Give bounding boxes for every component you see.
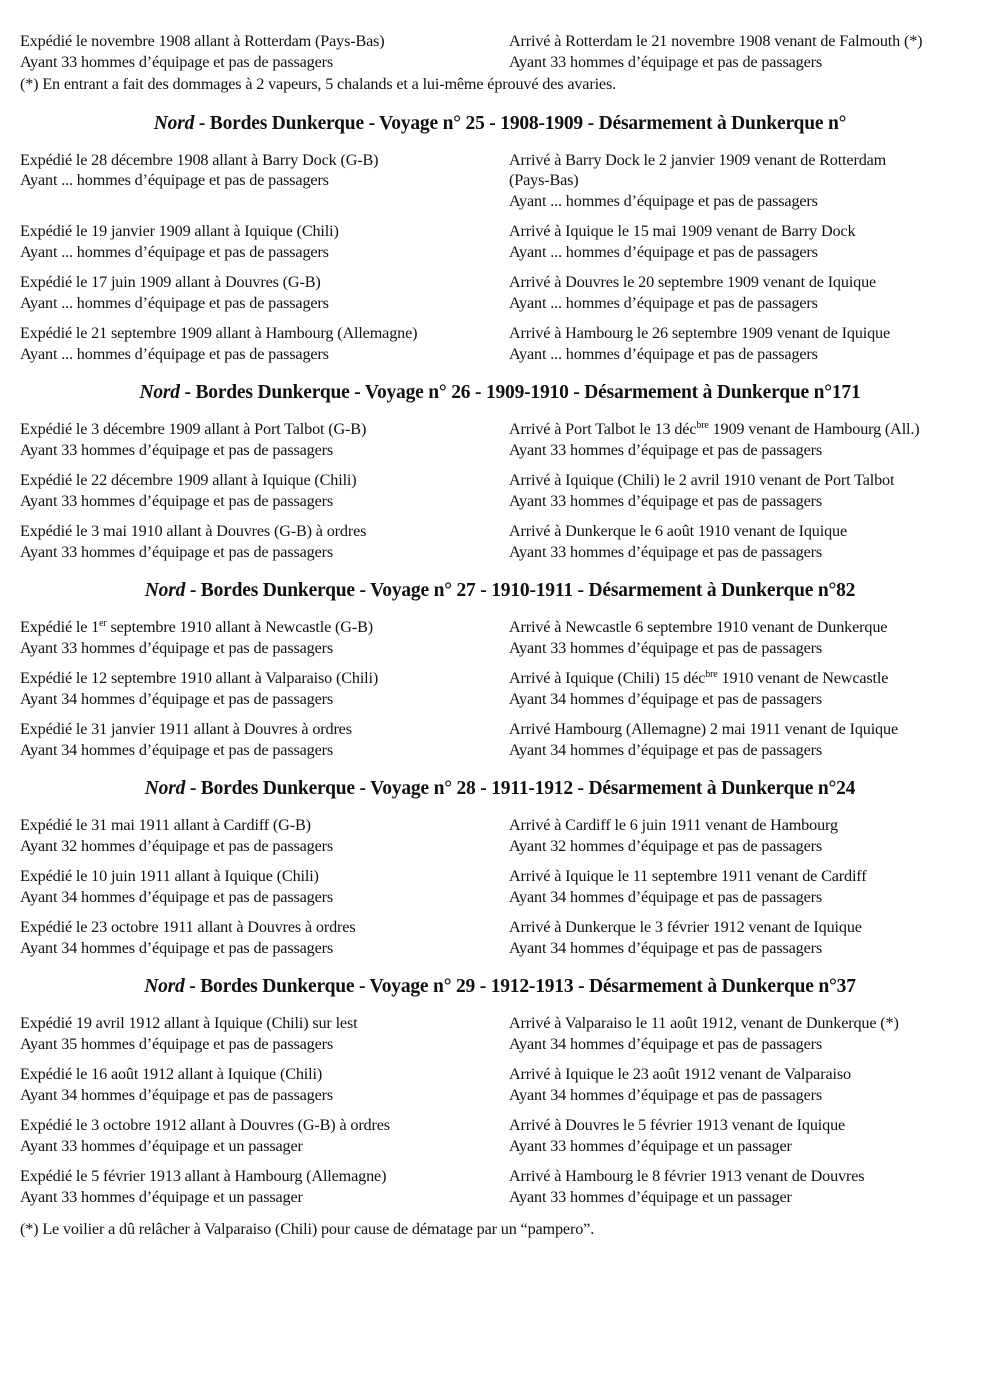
text-segment: Expédié le 21 septembre 1909 allant à Hambourg (Allemagne)	[20, 324, 418, 342]
text-segment: Expédié le 3 mai 1910 allant à Douvres (G-B) à ordres	[20, 522, 367, 540]
voyage-section	[20, 777, 980, 958]
text-segment: Ayant ... hommes d’équipage et pas de passagers	[509, 344, 818, 363]
arrival-line	[509, 542, 980, 563]
text-segment: Arrivé à Rotterdam le 21 novembre 1908 venant de Falmouth (*)	[509, 32, 923, 50]
text-segment: Expédié le 31 mai 1911 allant à Cardiff (G-B)	[20, 816, 311, 834]
departure-line	[20, 836, 509, 857]
arrival-line	[509, 917, 980, 938]
text-segment: Arrivé Hambourg (Allemagne) 2 mai 1911 venant de Iquique	[509, 720, 898, 738]
arrival-entry	[509, 1166, 980, 1207]
text-segment: Arrivé à Cardiff le 6 juin 1911 venant de Hambourg	[509, 816, 838, 834]
voyage-heading	[20, 112, 980, 136]
departure-line	[20, 150, 509, 171]
text-segment: Ayant 33 hommes d’équipage et un passager	[20, 1136, 303, 1155]
departure-line	[20, 1115, 509, 1136]
text-segment: Arrivé à Iquique le 11 septembre 1911 venant de Cardiff	[509, 867, 867, 885]
arrival-entry	[509, 31, 980, 72]
departure-line	[20, 719, 509, 740]
departure-entry	[20, 668, 509, 709]
arrival-line	[509, 170, 980, 191]
departure-line	[20, 866, 509, 887]
text-segment: Expédié le 19 janvier 1909 allant à Iquique (Chili)	[20, 222, 339, 240]
ship-name: Nord	[144, 976, 185, 997]
voyage-section	[20, 112, 980, 365]
text-segment: Ayant 33 hommes d’équipage et pas de passagers	[20, 638, 334, 657]
departure-entry	[20, 1064, 509, 1105]
voyage-heading-details: - Bordes Dunkerque - Voyage n° 28 - 1911-1912 - Désarmement à Dunkerque n°24	[185, 778, 856, 799]
arrival-line	[509, 323, 980, 344]
arrival-line	[509, 272, 980, 293]
departure-entry	[20, 1166, 509, 1207]
voyage-leg-row	[20, 668, 980, 709]
ship-name: Nord	[153, 112, 195, 134]
text-segment: Expédié le 10 juin 1911 allant à Iquique (Chili)	[20, 867, 319, 885]
text-segment: (Pays-Bas)	[509, 171, 579, 189]
departure-line	[20, 689, 509, 710]
text-segment: Arrivé à Dunkerque le 6 août 1910 venant de Iquique	[509, 522, 848, 540]
departure-line	[20, 419, 509, 440]
voyage-leg-row	[20, 917, 980, 958]
text-segment: Arrivé à Barry Dock le 2 janvier 1909 venant de Rotterdam	[509, 150, 887, 169]
text-segment: Ayant ... hommes d’équipage et pas de passagers	[509, 242, 818, 261]
voyage-leg-row	[20, 719, 980, 760]
intro-footnote: (*) En entrant a fait des dommages à 2 vapeurs, 5 chalands et a lui-même éprouvé des avaries.	[20, 75, 616, 93]
arrival-entry	[509, 150, 980, 212]
text-segment: Ayant 34 hommes d’équipage et pas de passagers	[20, 689, 334, 708]
arrival-line	[509, 1136, 980, 1157]
departure-line	[20, 293, 509, 314]
voyage-leg-row	[20, 419, 980, 460]
arrival-line	[509, 470, 980, 491]
text-segment: Expédié le 31 janvier 1911 allant à Douvres à ordres	[20, 720, 352, 738]
superscript: er	[99, 618, 107, 629]
departure-line	[20, 1013, 509, 1034]
text-segment: Expédié le 12 septembre 1910 allant à Valparaiso (Chili)	[20, 669, 379, 687]
departure-line	[20, 521, 509, 542]
arrival-line	[509, 440, 980, 461]
departure-line	[20, 938, 509, 959]
arrival-line	[509, 293, 980, 314]
departure-line	[20, 1085, 509, 1106]
voyage-leg-row	[20, 150, 980, 212]
text-segment: Arrivé à Dunkerque le 3 février 1912 venant de Iquique	[509, 918, 862, 936]
departure-entry	[20, 272, 509, 313]
text-segment: Ayant ... hommes d’équipage et pas de passagers	[509, 191, 818, 210]
text-segment: Ayant ... hommes d’équipage et pas de passagers	[20, 293, 329, 312]
arrival-line	[509, 719, 980, 740]
departure-line	[20, 470, 509, 491]
voyage-section	[20, 381, 980, 562]
departure-line	[20, 1034, 509, 1055]
voyage-leg-row	[20, 221, 980, 262]
text-segment: Ayant ... hommes d’équipage et pas de passagers	[509, 293, 818, 312]
voyage-section	[20, 975, 980, 1240]
arrival-line	[509, 1064, 980, 1085]
arrival-line	[509, 815, 980, 836]
text-segment: Arrivé à Iquique (Chili) 15 déc	[509, 669, 706, 687]
departure-entry	[20, 470, 509, 511]
arrival-entry	[509, 521, 980, 562]
voyage-leg-row	[20, 323, 980, 364]
text-segment: Ayant 33 hommes d’équipage et pas de passagers	[509, 638, 823, 657]
voyage-entries	[20, 617, 980, 760]
text-segment: Arrivé à Port Talbot le 13 déc	[509, 420, 697, 438]
text-segment: Ayant 34 hommes d’équipage et pas de passagers	[20, 887, 334, 906]
text-segment: Ayant 33 hommes d’équipage et un passager	[509, 1136, 792, 1155]
arrival-line	[509, 740, 980, 761]
text-segment: Ayant 34 hommes d’équipage et pas de passagers	[509, 1085, 823, 1104]
text-segment: Ayant ... hommes d’équipage et pas de passagers	[20, 171, 329, 189]
text-segment: Expédié le 28 décembre 1908 allant à Barry Dock (G-B)	[20, 150, 379, 169]
voyage-leg-row	[20, 272, 980, 313]
ship-name: Nord	[139, 382, 180, 403]
departure-line	[20, 1064, 509, 1085]
text-segment: Arrivé à Hambourg le 26 septembre 1909 venant de Iquique	[509, 324, 891, 342]
text-segment: Arrivé à Hambourg le 8 février 1913 venant de Douvres	[509, 1167, 865, 1185]
departure-entry	[20, 150, 509, 212]
departure-line	[20, 323, 509, 344]
text-segment: Expédié le 23 octobre 1911 allant à Douvres à ordres	[20, 918, 356, 936]
arrival-entry	[509, 617, 980, 658]
arrival-entry	[509, 323, 980, 364]
voyage-leg-row	[20, 617, 980, 658]
text-segment: Ayant 33 hommes d’équipage et pas de passagers	[509, 52, 823, 71]
text-segment: 1909 venant de Hambourg (All.)	[708, 420, 920, 438]
departure-line	[20, 440, 509, 461]
departure-entry	[20, 1013, 509, 1054]
ship-name: Nord	[144, 580, 186, 601]
arrival-line	[509, 938, 980, 959]
voyage-heading-details: - Bordes Dunkerque - Voyage n° 25 - 1908-1909 - Désarmement à Dunkerque n°	[194, 112, 847, 134]
departure-line	[20, 542, 509, 563]
departure-line	[20, 344, 509, 365]
voyage-leg-row	[20, 866, 980, 907]
voyage-leg-row	[20, 1166, 980, 1207]
arrival-line	[509, 52, 980, 73]
text-segment: Expédié 19 avril 1912 allant à Iquique (Chili) sur lest	[20, 1014, 358, 1032]
arrival-line	[509, 491, 980, 512]
voyage-leg-row	[20, 31, 980, 72]
text-segment: Ayant ... hommes d’équipage et pas de passagers	[20, 242, 329, 261]
text-segment: Ayant 35 hommes d’équipage et pas de passagers	[20, 1034, 334, 1053]
arrival-line	[509, 668, 980, 689]
voyage-footnote: (*) Le voilier a dû relâcher à Valparaiso (Chili) pour cause de dématage par un “pampero”.	[20, 1220, 595, 1238]
departure-line	[20, 221, 509, 242]
superscript: bre	[696, 420, 709, 431]
text-segment: Ayant 32 hommes d’équipage et pas de passagers	[20, 836, 334, 855]
arrival-line	[509, 866, 980, 887]
text-segment: Expédié le novembre 1908 allant à Rotterdam (Pays-Bas)	[20, 32, 385, 50]
text-segment: Expédié le 1	[20, 618, 100, 636]
departure-entry	[20, 719, 509, 760]
text-segment: 1910 venant de Newcastle	[717, 669, 889, 687]
arrival-entry	[509, 1115, 980, 1156]
arrival-entry	[509, 470, 980, 511]
arrival-line	[509, 638, 980, 659]
departure-line	[20, 668, 509, 689]
voyage-heading-details: - Bordes Dunkerque - Voyage n° 27 - 1910-1911 - Désarmement à Dunkerque n°82	[185, 580, 856, 601]
departure-entry	[20, 419, 509, 460]
arrival-entry	[509, 221, 980, 262]
arrival-line	[509, 617, 980, 638]
superscript: bre	[705, 669, 718, 680]
text-segment: septembre 1910 allant à Newcastle (G-B)	[106, 618, 373, 636]
arrival-entry	[509, 1064, 980, 1105]
text-segment: Arrivé à Iquique (Chili) le 2 avril 1910 venant de Port Talbot	[509, 471, 895, 489]
departure-line	[20, 917, 509, 938]
arrival-entry	[509, 815, 980, 856]
text-segment: Ayant 33 hommes d’équipage et un passager	[20, 1187, 303, 1206]
voyage-heading	[20, 381, 980, 405]
arrival-entry	[509, 917, 980, 958]
arrival-line	[509, 1085, 980, 1106]
text-segment: Ayant 34 hommes d’équipage et pas de passagers	[20, 938, 334, 957]
departure-line	[20, 1166, 509, 1187]
voyage-leg-row	[20, 470, 980, 511]
voyage-entries	[20, 419, 980, 562]
text-segment: Expédié le 16 août 1912 allant à Iquique (Chili)	[20, 1065, 323, 1083]
text-segment: Ayant 34 hommes d’équipage et pas de passagers	[509, 689, 823, 708]
departure-line	[20, 52, 509, 73]
departure-entry	[20, 866, 509, 907]
voyage-heading	[20, 975, 980, 999]
intro-voyage-entries	[20, 31, 980, 72]
text-segment: Expédié le 5 février 1913 allant à Hambourg (Allemagne)	[20, 1167, 387, 1185]
text-segment: Ayant 33 hommes d’équipage et pas de passagers	[509, 491, 823, 510]
voyage-heading	[20, 579, 980, 603]
departure-line	[20, 887, 509, 908]
arrival-line	[509, 191, 980, 212]
voyage-section	[20, 579, 980, 760]
text-segment: Expédié le 3 octobre 1912 allant à Douvres (G-B) à ordres	[20, 1116, 390, 1134]
text-segment: Arrivé à Douvres le 5 février 1913 venant de Iquique	[509, 1116, 846, 1134]
voyage-leg-row	[20, 1013, 980, 1054]
departure-line	[20, 1136, 509, 1157]
arrival-line	[509, 419, 980, 440]
departure-line	[20, 1187, 509, 1208]
voyage-entries	[20, 815, 980, 958]
departure-entry	[20, 815, 509, 856]
voyage-heading	[20, 777, 980, 801]
departure-entry	[20, 1115, 509, 1156]
departure-line	[20, 617, 509, 638]
text-segment: Ayant 33 hommes d’équipage et pas de passagers	[20, 491, 334, 510]
text-segment: Arrivé à Iquique le 23 août 1912 venant de Valparaiso	[509, 1065, 851, 1083]
departure-entry	[20, 617, 509, 658]
arrival-entry	[509, 1013, 980, 1054]
text-segment: Arrivé à Newcastle 6 septembre 1910 venant de Dunkerque	[509, 618, 888, 636]
text-segment: Ayant 34 hommes d’équipage et pas de passagers	[509, 938, 823, 957]
voyage-heading-details: - Bordes Dunkerque - Voyage n° 26 - 1909-1910 - Désarmement à Dunkerque n°171	[179, 382, 861, 403]
arrival-line	[509, 242, 980, 263]
departure-line	[20, 242, 509, 263]
arrival-entry	[509, 419, 980, 460]
text-segment: Ayant 33 hommes d’équipage et un passager	[509, 1187, 792, 1206]
text-segment: Ayant 34 hommes d’équipage et pas de passagers	[509, 740, 823, 759]
arrival-line	[509, 344, 980, 365]
departure-entry	[20, 917, 509, 958]
arrival-line	[509, 689, 980, 710]
arrival-line	[509, 221, 980, 242]
arrival-line	[509, 887, 980, 908]
departure-line	[20, 491, 509, 512]
departure-line	[20, 740, 509, 761]
voyage-leg-row	[20, 1064, 980, 1105]
arrival-line	[509, 1166, 980, 1187]
departure-entry	[20, 31, 509, 72]
voyage-list	[20, 112, 980, 1240]
arrival-entry	[509, 668, 980, 709]
text-segment: Ayant 34 hommes d’équipage et pas de passagers	[509, 887, 823, 906]
text-segment: Ayant 33 hommes d’équipage et pas de passagers	[20, 52, 334, 71]
departure-line	[20, 31, 509, 52]
text-segment: Ayant 33 hommes d’équipage et pas de passagers	[20, 542, 334, 561]
arrival-line	[509, 1034, 980, 1055]
arrival-line	[509, 1187, 980, 1208]
text-segment: Expédié le 3 décembre 1909 allant à Port Talbot (G-B)	[20, 420, 367, 438]
text-segment: Ayant 33 hommes d’équipage et pas de passagers	[20, 440, 334, 459]
ship-name: Nord	[144, 778, 186, 799]
text-segment: Ayant 33 hommes d’équipage et pas de passagers	[509, 440, 823, 459]
departure-entry	[20, 221, 509, 262]
voyage-leg-row	[20, 521, 980, 562]
voyage-entries	[20, 1013, 980, 1207]
voyage-leg-row	[20, 1115, 980, 1156]
voyage-heading-details: - Bordes Dunkerque - Voyage n° 29 - 1912-1913 - Désarmement à Dunkerque n°37	[184, 976, 856, 997]
departure-line	[20, 272, 509, 293]
text-segment: Expédié le 17 juin 1909 allant à Douvres (G-B)	[20, 273, 321, 291]
text-segment: Ayant ... hommes d’équipage et pas de passagers	[20, 344, 329, 363]
arrival-entry	[509, 272, 980, 313]
arrival-line	[509, 31, 980, 52]
voyage-entries	[20, 150, 980, 365]
arrival-line	[509, 836, 980, 857]
text-segment: Ayant 33 hommes d’équipage et pas de passagers	[509, 542, 823, 561]
text-segment: Ayant 34 hommes d’équipage et pas de passagers	[20, 740, 334, 759]
arrival-line	[509, 1115, 980, 1136]
text-segment: Ayant 34 hommes d’équipage et pas de passagers	[509, 1034, 823, 1053]
arrival-line	[509, 521, 980, 542]
text-segment: Ayant 34 hommes d’équipage et pas de passagers	[20, 1085, 334, 1104]
departure-line	[20, 815, 509, 836]
arrival-line	[509, 1013, 980, 1034]
departure-line	[20, 638, 509, 659]
departure-line	[20, 170, 509, 191]
text-segment: Expédié le 22 décembre 1909 allant à Iquique (Chili)	[20, 471, 357, 489]
voyage-leg-row	[20, 815, 980, 856]
text-segment: Arrivé à Iquique le 15 mai 1909 venant de Barry Dock	[509, 222, 856, 240]
text-segment: Arrivé à Valparaiso le 11 août 1912, venant de Dunkerque (*)	[509, 1014, 899, 1032]
text-segment: Ayant 32 hommes d’équipage et pas de passagers	[509, 836, 823, 855]
arrival-entry	[509, 866, 980, 907]
departure-entry	[20, 521, 509, 562]
departure-entry	[20, 323, 509, 364]
text-segment: Arrivé à Douvres le 20 septembre 1909 venant de Iquique	[509, 273, 877, 291]
arrival-line	[509, 150, 980, 171]
arrival-entry	[509, 719, 980, 760]
